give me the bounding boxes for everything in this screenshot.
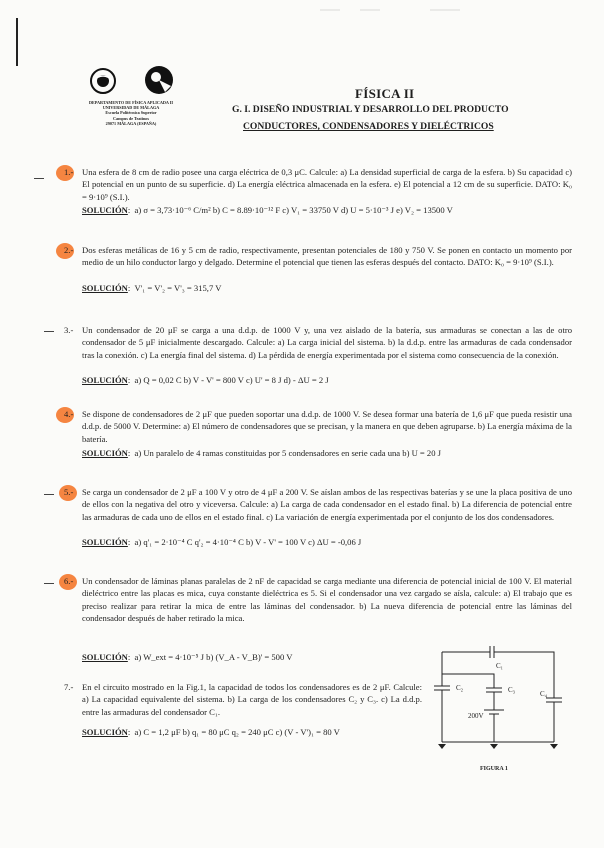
solution: SOLUCIÓN: a) σ = 3,73·10⁻⁶ C/m² b) C = 8.89·10⁻¹² F c) V₁ = 33750 V d) U = 5·10⁻³ J e) V₂ = 13500 V: [82, 205, 453, 215]
problem-text: Un condensador de láminas planas paralelas de 2 nF de capacidad se carga mediante una diferencia de potencial inicial de 100 V. El material dieléctrico entre las placas es mica, cuya constante dieléctrica es 5. Si el condensador una vez cargado se aísla, calcule: a) El trabajo que es preciso realizar para retirar la mica de entre las láminas del condensador. b) La nueva diferencia de potencial entre las láminas del condensador después de haber retirado la mica.: [82, 576, 572, 624]
problem-number: 1.-: [64, 167, 74, 177]
solution: SOLUCIÓN: V'₁ = V'₂ = V'₃ = 315,7 V: [82, 283, 222, 293]
scan-artifact: [320, 0, 490, 6]
problem-number: 4.-: [64, 409, 74, 419]
solution: SOLUCIÓN: a) Un paralelo de 4 ramas constituidas por 5 condensadores en serie cada una b) U = 20 J: [82, 448, 442, 458]
figure-caption: FIGURA 1: [480, 766, 508, 772]
c1-label: C₁: [496, 662, 504, 670]
solution-text: a) q'₁ = 2·10⁻⁴ C q'₂ = 4·10⁻⁴ C b) V - V' = 100 V c) ΔU = -0,06 J: [134, 537, 362, 547]
solution-text: a) Q = 0,02 C b) V - V' = 800 V c) U' = 8 J d) - ΔU = 2 J: [134, 375, 329, 385]
problem-number: 3.-: [64, 325, 74, 335]
solution: SOLUCIÓN: a) C = 1,2 μF b) q₁ = 80 μC q₂ = 240 μC c) (V - V')₁ = 80 V: [82, 727, 340, 737]
circuit-diagram: [428, 640, 578, 750]
solution: SOLUCIÓN: a) Q = 0,02 C b) V - V' = 800 V c) U' = 8 J d) - ΔU = 2 J: [82, 375, 329, 385]
problem-number: 2.-: [64, 245, 74, 255]
department-logo: [143, 64, 175, 101]
solution-label: SOLUCIÓN: [82, 727, 128, 737]
voltage-label: 200V: [468, 712, 484, 720]
c2-label: C₂: [456, 684, 464, 692]
problem-text: Dos esferas metálicas de 16 y 5 cm de radio, respectivamente, presentan potenciales de 180 y 750 V. Se ponen en contacto un momento por medio de un hilo conductor largo y delgado. Determine el potencial que tienen las esferas después del contacto. DATO: K₀ = 9·10⁹ (S.I.).: [82, 245, 572, 268]
binding-mark: [16, 18, 18, 66]
solution-text: a) Un paralelo de 4 ramas constituidas por 5 condensadores en serie cada una b) U = 20 J: [134, 448, 442, 458]
solution-label: SOLUCIÓN: [82, 375, 128, 385]
solution-label: SOLUCIÓN: [82, 537, 128, 547]
page-title: FÍSICA II: [355, 86, 415, 101]
solution-label: SOLUCIÓN: [82, 448, 128, 458]
margin-dash: [34, 178, 44, 179]
problem-text: Un condensador de 20 μF se carga a una d.d.p. de 1000 V y, una vez aislado de la batería, sus armaduras se conectan a las de otro condensador de 5 μF inicialmente descargado. Calcule: a) La carga inicial del sistema. b) la d.d.p. entre las armaduras de cada condensador tras la conexión. c) La energía final del sistema. d) La pérdida de energía experimentada por el sistema como consecuencia de la conexión.: [82, 325, 572, 360]
c4-label: C₄: [540, 690, 548, 698]
margin-dash: [44, 494, 54, 495]
solution: SOLUCIÓN: a) q'₁ = 2·10⁻⁴ C q'₂ = 4·10⁻⁴ C b) V - V' = 100 V c) ΔU = -0,06 J: [82, 537, 362, 547]
university-logo: [88, 66, 118, 101]
solution-text: a) σ = 3,73·10⁻⁶ C/m² b) C = 8.89·10⁻¹² F c) V₁ = 33750 V d) U = 5·10⁻³ J e) V₂ = 13500 V: [134, 205, 453, 215]
degree-title: G. I. DISEÑO INDUSTRIAL Y DESARROLLO DEL PRODUCTO: [232, 104, 509, 115]
problem-text: Se dispone de condensadores de 2 μF que pueden soportar una d.d.p. de 1000 V. Se desea formar una batería de 1,6 μF que pueda resistir una d.d.p. de 5000 V. Determine: a) El número de condensadores que se precisan, y la manera en que deben agruparse. b) La energía máxima de la batería.: [82, 409, 572, 444]
problem-number: 5.-: [64, 487, 74, 497]
solution-label: SOLUCIÓN: [82, 652, 128, 662]
margin-dash: [44, 583, 54, 584]
problem-text: Se carga un condensador de 2 μF a 100 V y otro de 4 μF a 200 V. Se aíslan ambos de las respectivas baterías y se une la placa positiva de uno de ellos con la negativa del otro y viceversa. Calcule: a) La carga de cada condensador en el estado final. b) La diferencia de potencial entre las armaduras de cada uno de ellos en el estado final. c) La variación de energía experimentada por el conjunto de los dos condensadores.: [82, 487, 572, 522]
topic-title: CONDUCTORES, CONDENSADORES Y DIELÉCTRICOS: [243, 121, 494, 132]
solution-label: SOLUCIÓN: [82, 283, 128, 293]
solution-text: V'₁ = V'₂ = V'₃ = 315,7 V: [134, 283, 222, 293]
solution-text: a) C = 1,2 μF b) q₁ = 80 μC q₂ = 240 μC c) (V - V')₁ = 80 V: [134, 727, 340, 737]
solution-text: a) W_ext = 4·10⁻⁵ J b) (V_A - V_B)' = 500 V: [134, 652, 293, 662]
margin-dash: [44, 331, 54, 332]
department-info: DEPARTAMENTO DE FÍSICA APLICADA II UNIVERSIDAD DE MÁLAGA Escuela Politécnica Superior Campus de Teatinos 29071 MÁLAGA (ESPAÑA): [88, 100, 174, 126]
problem-number: 7.-: [64, 682, 74, 692]
problem-text: Una esfera de 8 cm de radio posee una carga eléctrica de 0,3 μC. Calcule: a) La densidad superficial de carga de la esfera. b) Su capacidad c) El potencial en un punto de su superficie. d) La energía eléctrica almacenada en la esfera. e) El potencial a 12 cm de su superficie. DATO: K₀ = 9·10⁹ (S.I.).: [82, 167, 572, 202]
solution-label: SOLUCIÓN: [82, 205, 128, 215]
c3-label: C₃: [508, 686, 516, 694]
problem-number: 6.-: [64, 576, 74, 586]
problem-text: En el circuito mostrado en la Fig.1, la capacidad de todos los condensadores es de 2 μF. Calcule: a) La capacidad equivalente del sistema. b) La carga de los condensadores C₂ y C₃. c) La d.d.p. entre las armaduras del condensador C₁.: [82, 682, 422, 717]
solution: SOLUCIÓN: a) W_ext = 4·10⁻⁵ J b) (V_A - V_B)' = 500 V: [82, 652, 293, 662]
